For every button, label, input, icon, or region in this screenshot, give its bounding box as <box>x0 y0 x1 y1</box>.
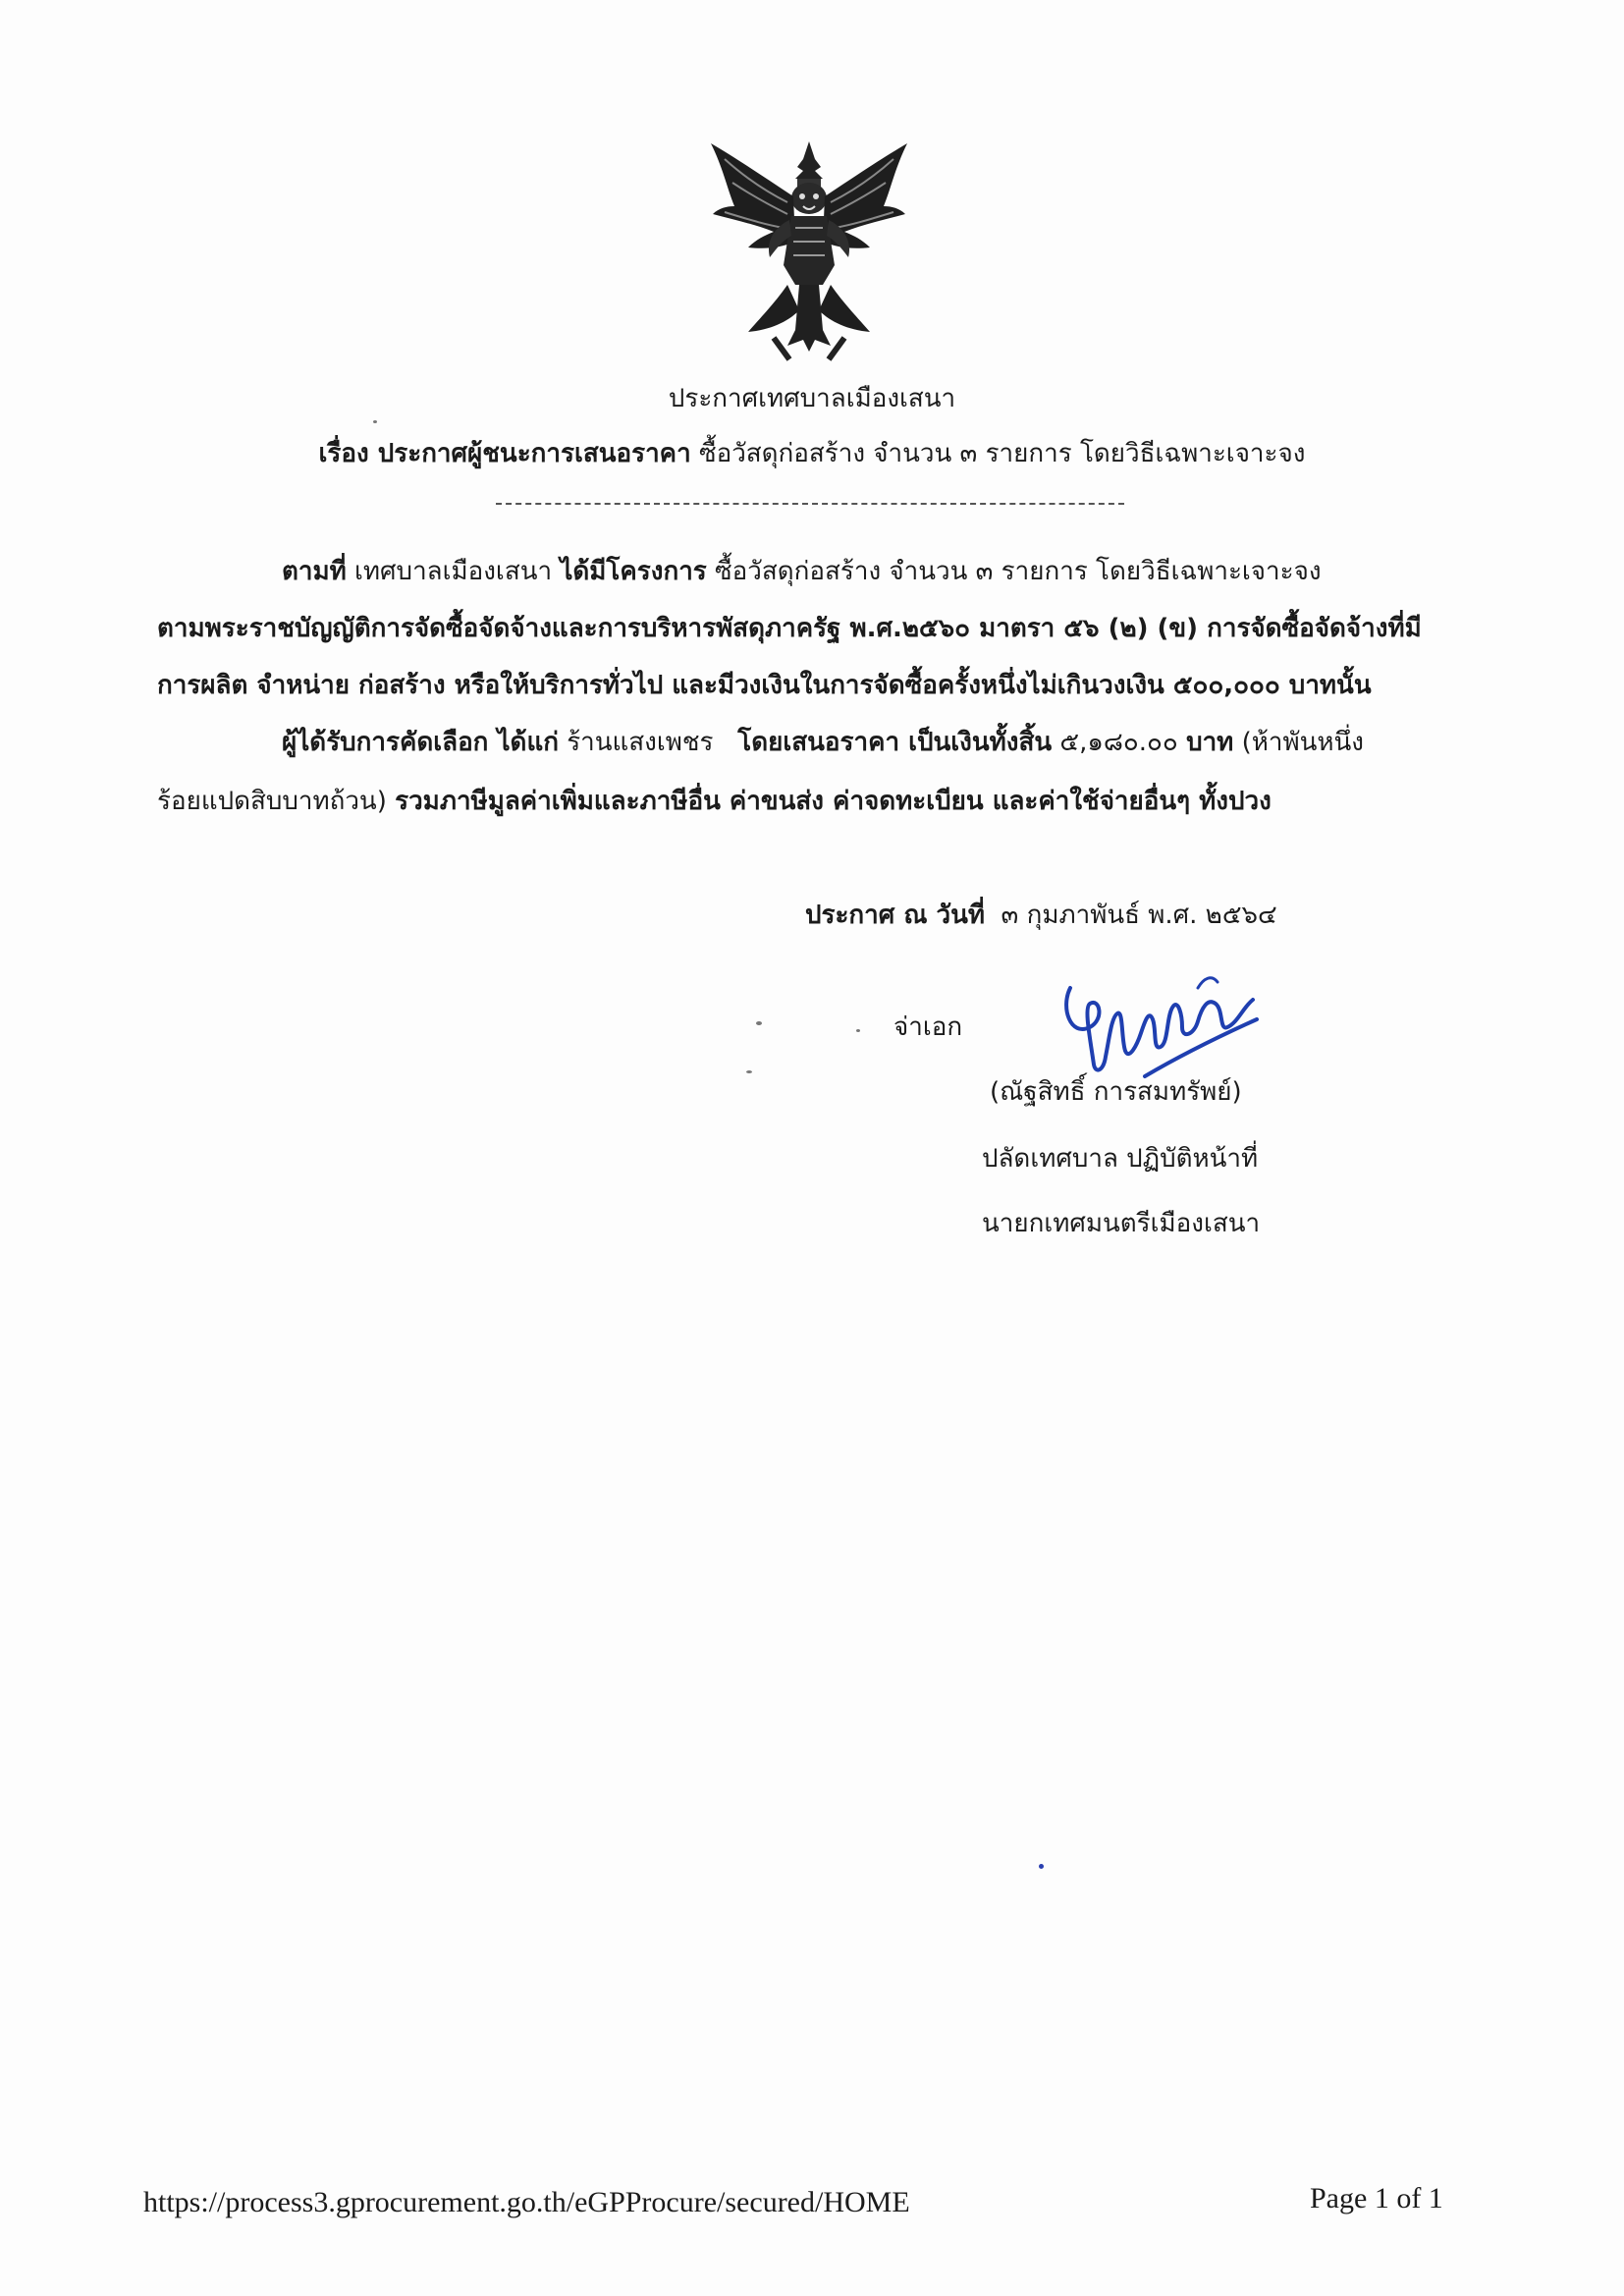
project-name: ซื้อวัสดุก่อสร้าง จำนวน ๓ รายการ โดยวิธีเฉพาะเจาะจง <box>715 557 1322 586</box>
text-segment: ตามที่ <box>282 557 347 586</box>
scan-speck <box>856 1029 860 1032</box>
subject-label: เรื่อง ประกาศผู้ชนะการเสนอราคา <box>318 439 691 468</box>
scan-speck <box>756 1021 762 1025</box>
footer-page-number: Page 1 of 1 <box>1310 2182 1443 2214</box>
subject-text: ซื้อวัสดุก่อสร้าง จำนวน ๓ รายการ โดยวิธีเฉพาะเจาะจง <box>698 439 1306 468</box>
text-segment: บาท <box>1186 728 1234 757</box>
paragraph-1-line-1 <box>282 552 1322 591</box>
scan-speck <box>1039 1864 1044 1869</box>
text-segment: ตามพระราชบัญญัติการจัดซื้อจัดจ้างและการบริหารพัสดุภาครัฐ พ.ศ.๒๕๖๐ มาตรา ๕๖ (๒) (ข) การจัดซื้อจัดจ้างที่มี <box>157 614 1422 643</box>
paragraph-2-line-1 <box>282 723 1364 762</box>
text-segment: การผลิต จำหน่าย ก่อสร้าง หรือให้บริการทั่วไป และมีวงเงินในการจัดซื้อครั้งหนึ่งไม่เกินวงเงิน ๕๐๐,๐๐๐ บาทนั้น <box>157 671 1372 700</box>
announcement-title: ประกาศเทศบาลเมืองเสนา <box>668 384 956 413</box>
garuda-emblem-icon <box>705 137 913 365</box>
signatory-position-1: ปลัดเทศบาล ปฏิบัติหน้าที่ <box>982 1144 1259 1174</box>
announcement-subject <box>0 434 1624 473</box>
date-value: ๓ กุมภาพันธ์ พ.ศ. ๒๕๖๔ <box>1001 901 1277 930</box>
text-segment: ผู้ได้รับการคัดเลือก ได้แก่ <box>282 728 559 757</box>
text-segment: โดยเสนอราคา เป็นเงินทั้งสิ้น <box>737 728 1053 757</box>
separator-line <box>496 503 1124 505</box>
scan-speck <box>746 1070 752 1073</box>
signatory-name: (ณัฐสิทธิ์ การสมทรัพย์) <box>990 1077 1242 1107</box>
amount-in-words-part: ร้อยแปดสิบบาทถ้วน) <box>157 787 387 816</box>
amount-in-words-part: (ห้าพันหนึ่ง <box>1241 728 1364 757</box>
text-segment: ได้มีโครงการ <box>560 557 707 586</box>
paragraph-1-line-2 <box>157 609 1422 648</box>
date-label: ประกาศ ณ วันที่ <box>805 901 986 930</box>
bid-amount: ๕,๑๘๐.๐๐ <box>1059 728 1178 757</box>
winner-name: ร้านแสงเพชร <box>567 728 714 757</box>
acting-note: จ่าเอก <box>893 1012 963 1042</box>
footer-url: https://process3.gprocurement.go.th/eGPProcure/secured/HOME <box>143 2186 910 2218</box>
text-segment: รวมภาษีมูลค่าเพิ่มและภาษีอื่น ค่าขนส่ง ค่าจดทะเบียน และค่าใช้จ่ายอื่นๆ ทั้งปวง <box>395 787 1272 816</box>
signatory-position-2: นายกเทศมนตรีเมืองเสนา <box>982 1209 1261 1238</box>
agency-name: เทศบาลเมืองเสนา <box>354 557 553 586</box>
paragraph-1-line-3 <box>157 666 1372 705</box>
announcement-date <box>805 896 1277 935</box>
scan-speck <box>373 420 377 423</box>
paragraph-2-line-2 <box>157 782 1272 821</box>
